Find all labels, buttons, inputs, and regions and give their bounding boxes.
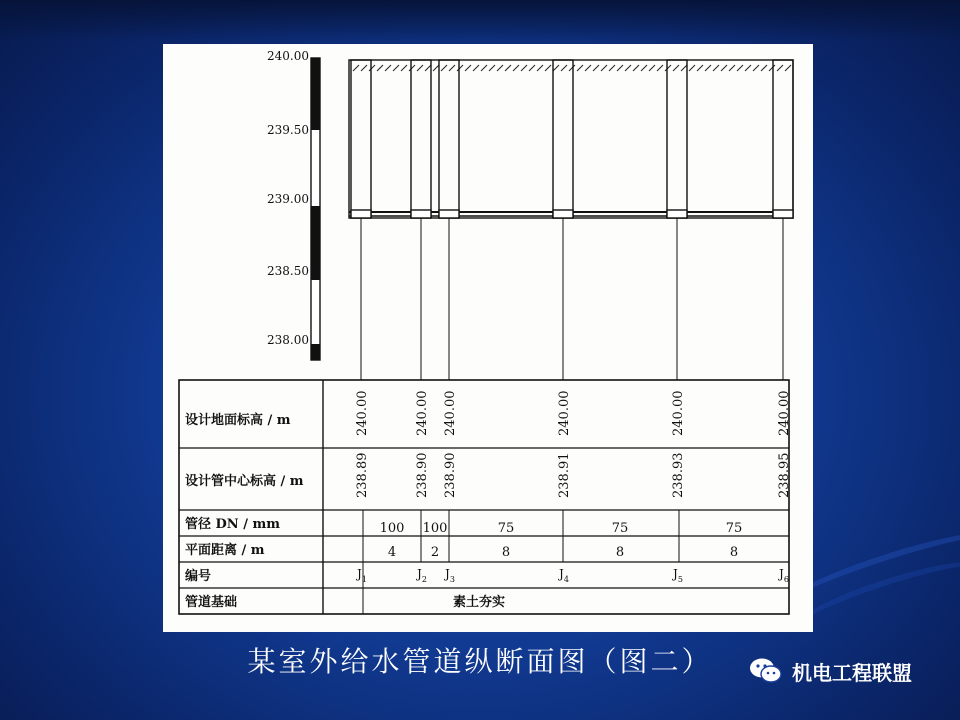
node-labels <box>355 567 789 584</box>
profile-frame <box>349 60 793 218</box>
node-label: $J_4$ <box>559 567 569 584</box>
background-top-band <box>0 0 960 40</box>
pipe-center-elevation-value: 238.91 <box>557 452 572 498</box>
elevation-tick: 239.00 <box>267 192 309 206</box>
ground-elevation-value: 240.00 <box>777 390 792 436</box>
node-label: $J_1$ <box>357 567 367 584</box>
pipe-center-elevation-value: 238.95 <box>777 452 792 498</box>
table-row-labels <box>185 412 304 610</box>
row-label-ground-elevation: 设计地面标高 / m <box>185 413 291 428</box>
segment-values <box>380 521 743 560</box>
elevation-tick: 238.50 <box>267 264 309 278</box>
wechat-icon <box>748 656 784 686</box>
ground-elevation-value: 240.00 <box>671 390 686 436</box>
elevation-tick: 240.00 <box>267 49 309 63</box>
node-label: $J_6$ <box>779 567 789 584</box>
profile-drawing-panel <box>163 44 813 632</box>
manhole <box>553 60 573 380</box>
pipe-diameter-value: 75 <box>611 521 629 536</box>
manhole <box>439 60 459 380</box>
manhole <box>773 60 793 380</box>
elevation-tick: 238.00 <box>267 333 309 347</box>
ground-hatching <box>353 65 791 71</box>
ground-elevation-value: 240.00 <box>415 390 430 436</box>
pipe-diameter-value: 100 <box>379 521 405 536</box>
node-label: $J_2$ <box>417 567 427 584</box>
node-label: $J_5$ <box>673 567 683 584</box>
pipe-diameter-value: 75 <box>725 521 743 536</box>
manhole <box>411 60 431 380</box>
elevation-ruler <box>267 49 320 360</box>
row-label-distance: 平面距离 / m <box>185 543 265 558</box>
ground-elevation-value: 240.00 <box>355 390 370 436</box>
profile-drawing <box>163 44 813 632</box>
distance-value: 8 <box>729 545 739 560</box>
distance-value: 2 <box>430 545 440 560</box>
pipe-center-elevation-value: 238.90 <box>415 452 430 498</box>
row-label-pipe-center-elevation: 设计管中心标高 / m <box>185 474 304 489</box>
figure-caption: 某室外给水管道纵断面图（图二） <box>247 645 713 678</box>
foundation-value: 素土夯实 <box>453 595 506 610</box>
brand-watermark <box>748 656 912 686</box>
distance-value: 8 <box>501 545 511 560</box>
elevation-values <box>355 391 792 499</box>
elevation-tick: 239.50 <box>267 123 309 137</box>
pipe-center-elevation-value: 238.93 <box>671 452 686 498</box>
distance-value: 8 <box>615 545 625 560</box>
distance-value: 4 <box>387 545 397 560</box>
node-label: $J_3$ <box>445 567 455 584</box>
row-label-foundation: 管道基础 <box>185 595 238 610</box>
pipe-diameter-value: 100 <box>422 521 448 536</box>
pipe-center-elevation-value: 238.90 <box>443 452 458 498</box>
manhole <box>667 60 687 380</box>
row-label-pipe-diameter: 管径 DN / mm <box>185 517 280 532</box>
pipe-diameter-value: 75 <box>497 521 515 536</box>
ground-elevation-value: 240.00 <box>443 390 458 436</box>
manhole-group <box>351 60 793 380</box>
ground-elevation-value: 240.00 <box>557 390 572 436</box>
pipe-center-elevation-value: 238.89 <box>355 452 370 498</box>
brand-name: 机电工程联盟 <box>792 660 912 685</box>
row-label-number: 编号 <box>185 569 212 584</box>
manhole <box>351 60 371 380</box>
